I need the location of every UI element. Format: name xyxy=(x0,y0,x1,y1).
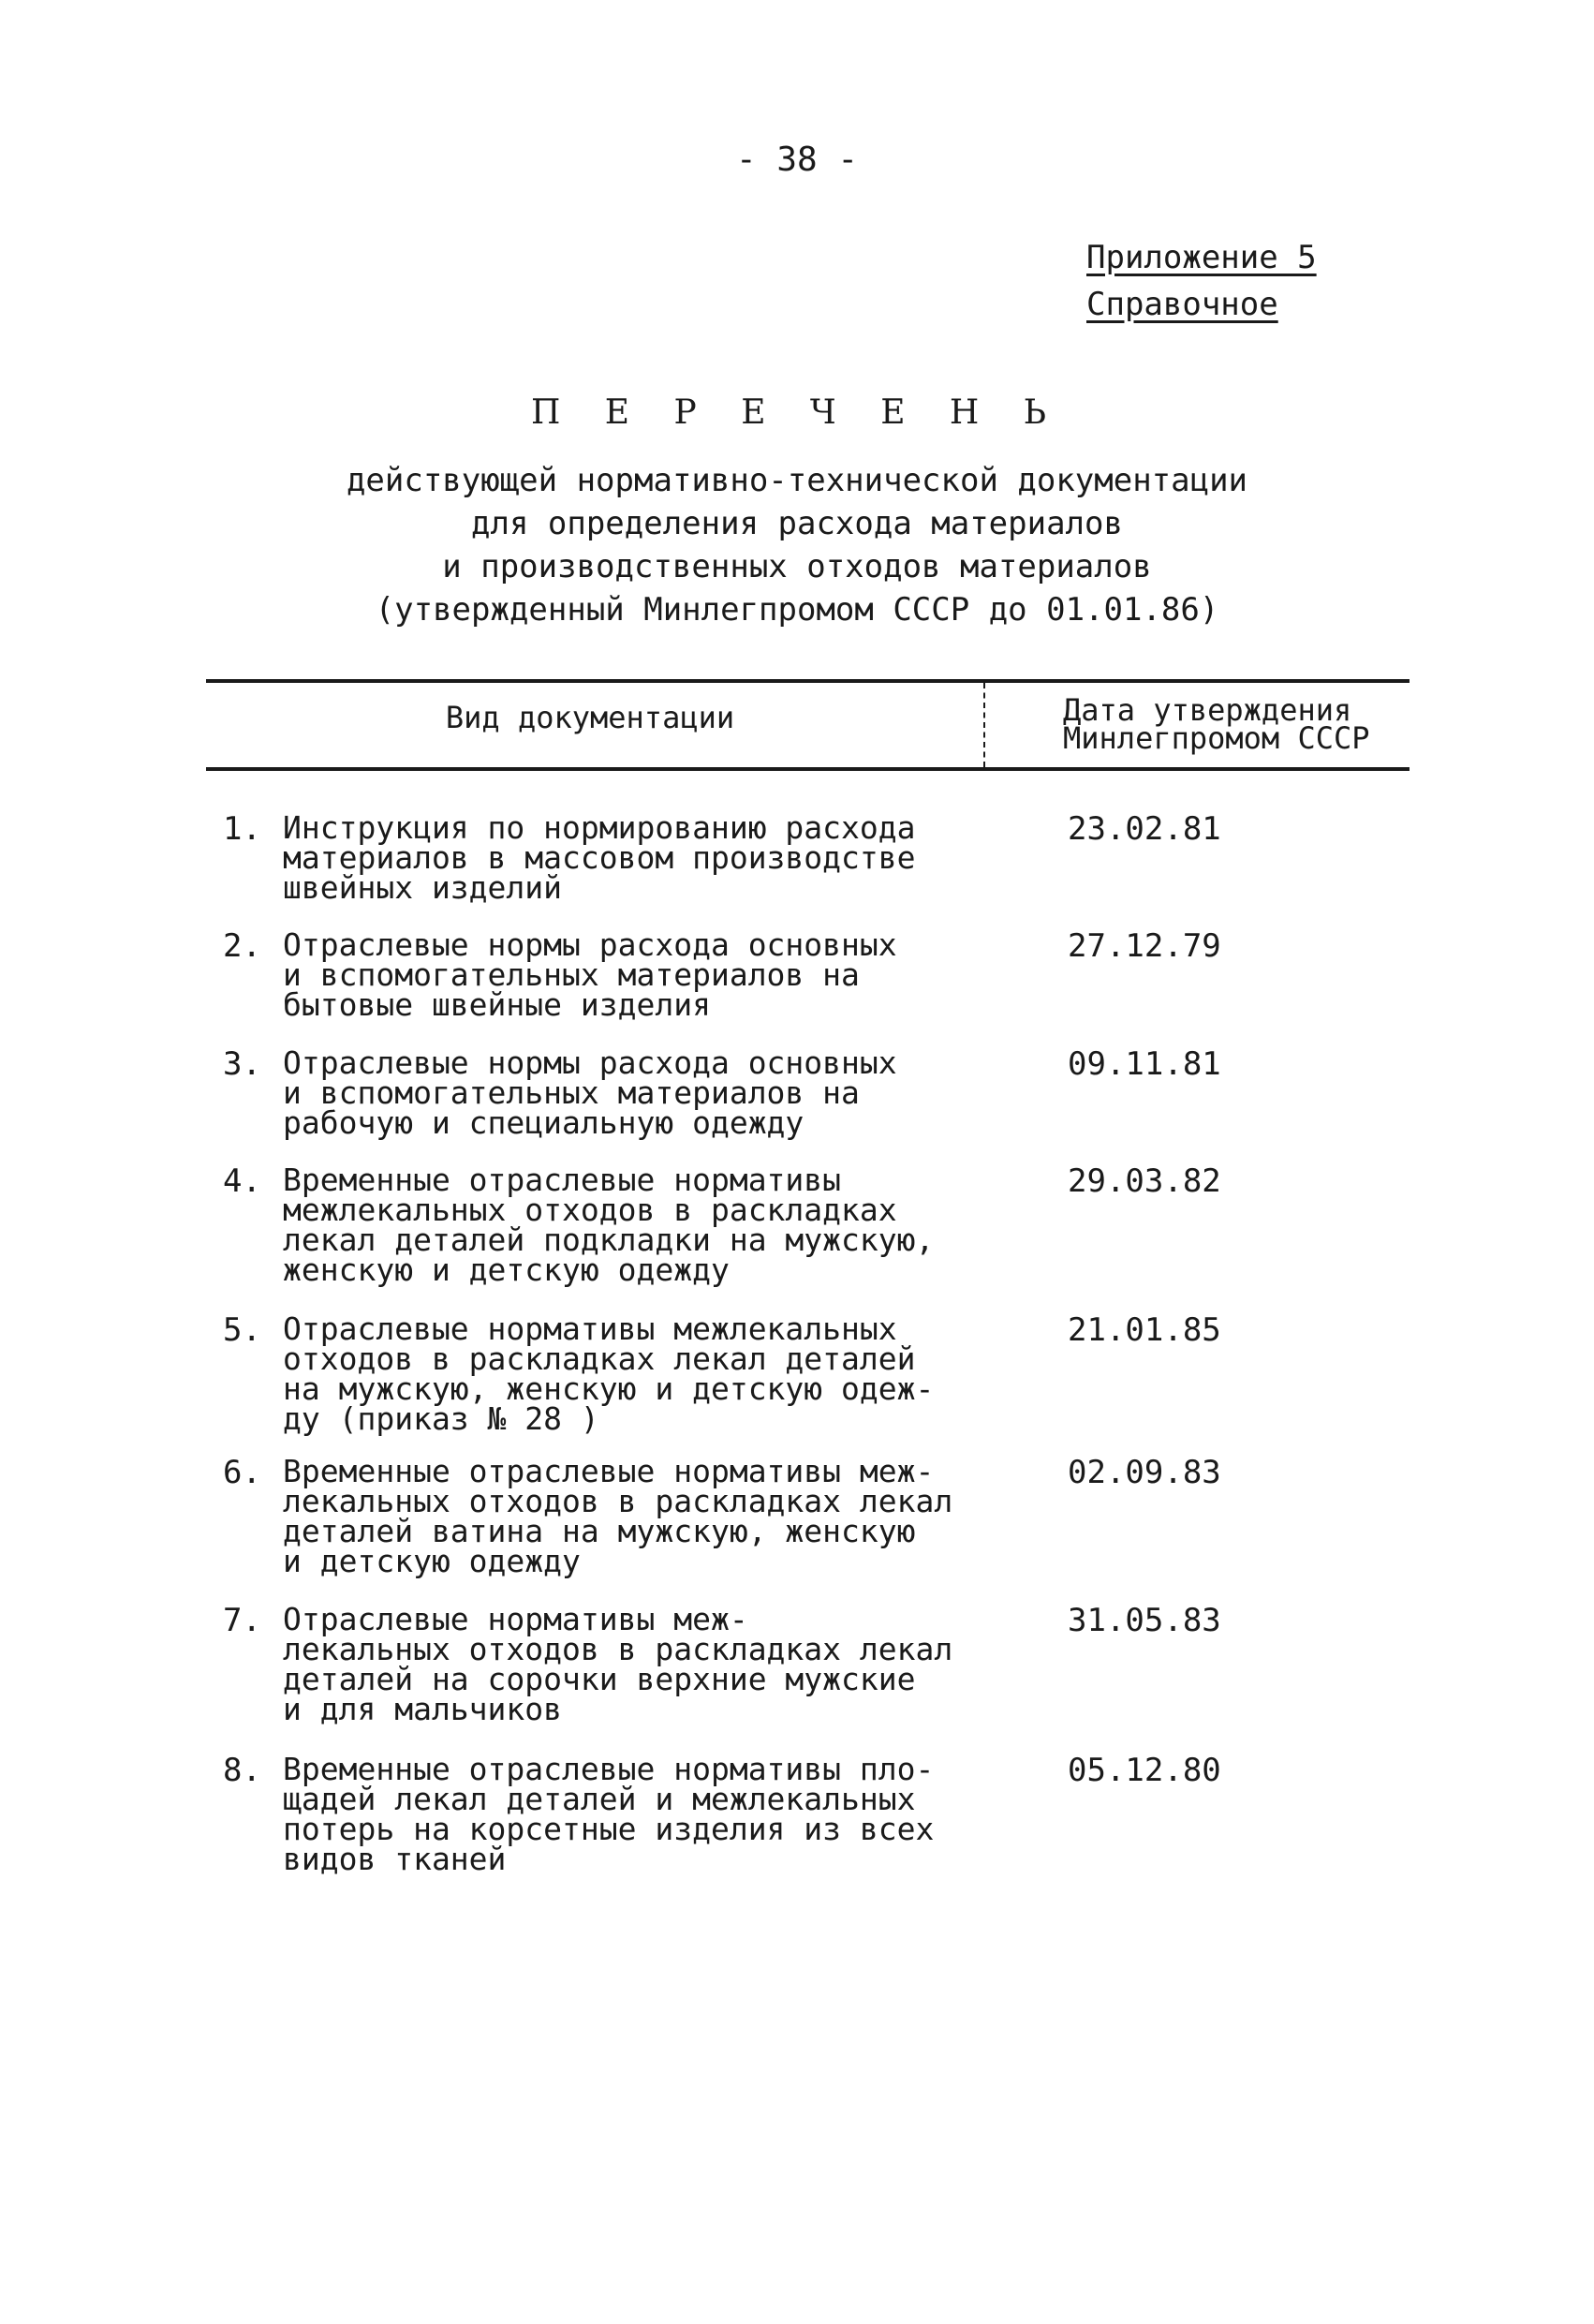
appendix-block xyxy=(1086,234,1317,328)
header-approval-date-line1: Дата утверждения xyxy=(1063,692,1352,728)
row-number: 2. xyxy=(223,927,261,965)
row-date: 02.09.83 xyxy=(1068,1454,1221,1491)
header-doc-type: Вид документации xyxy=(445,700,735,735)
row-number: 8. xyxy=(223,1752,261,1789)
row-document: Временные отраслевые нормативы межлекальных отходов в раскладках лекал деталей подкладки на мужскую, женскую и детскую одежду xyxy=(283,1162,935,1288)
document-subtitle xyxy=(0,459,1594,631)
row-number: 3. xyxy=(223,1045,261,1083)
row-date: 05.12.80 xyxy=(1068,1752,1221,1789)
document-title: П Е Р Е Ч Е Н Ь xyxy=(530,393,1064,432)
row-document: Отраслевые нормы расхода основных и вспомогательных материалов на рабочую и специальную одежду xyxy=(283,1044,897,1141)
row-number: 5. xyxy=(223,1311,261,1349)
row-number: 1. xyxy=(223,810,261,848)
row-date: 27.12.79 xyxy=(1068,927,1221,965)
page-number: - 38 - xyxy=(735,141,859,179)
table-header xyxy=(206,679,1410,771)
row-document: Отраслевые нормативы меж- лекальных отходов в раскладках лекал деталей на сорочки верхние мужские и для мальчиков xyxy=(283,1601,953,1727)
subtitle-line: (утвержденный Минлегпромом СССР до 01.01.86) xyxy=(375,591,1219,629)
row-number: 6. xyxy=(223,1454,261,1491)
row-document: Временные отраслевые нормативы пло- щадей лекал деталей и межлекальных потерь на корсетные изделия из всех видов тканей xyxy=(283,1751,935,1877)
row-date: 21.01.85 xyxy=(1068,1311,1221,1349)
row-number: 7. xyxy=(223,1602,261,1639)
row-document: Отраслевые нормативы межлекальных отходов в раскладках лекал деталей на мужскую, женскую и детскую одеж- ду (приказ № 28 ) xyxy=(283,1310,935,1437)
row-document: Временные отраслевые нормативы меж- лекальных отходов в раскладках лекал деталей ватина на мужскую, женскую и детскую одежду xyxy=(283,1453,953,1579)
subtitle-line: действующей нормативно-технической документации xyxy=(346,462,1248,499)
subtitle-line: и производственных отходов материалов xyxy=(442,548,1152,585)
row-number: 4. xyxy=(223,1162,261,1200)
header-approval-date-line2: Минлегпромом СССР xyxy=(1063,720,1370,756)
row-date: 31.05.83 xyxy=(1068,1602,1221,1639)
header-divider xyxy=(983,683,985,767)
subtitle-line: для определения расхода материалов xyxy=(471,505,1123,542)
header-approval-date xyxy=(1063,692,1410,756)
appendix-type: Справочное xyxy=(1086,286,1278,323)
row-date: 29.03.82 xyxy=(1068,1162,1221,1200)
row-document: Инструкция по нормированию расхода материалов в массовом производстве швейных изделий xyxy=(283,809,916,906)
appendix-label: Приложение 5 xyxy=(1086,239,1317,276)
documents-table xyxy=(206,679,1410,1877)
row-document: Отраслевые нормы расхода основных и вспомогательных материалов на бытовые швейные изделия xyxy=(283,926,897,1023)
row-date: 09.11.81 xyxy=(1068,1045,1221,1083)
row-date: 23.02.81 xyxy=(1068,810,1221,848)
